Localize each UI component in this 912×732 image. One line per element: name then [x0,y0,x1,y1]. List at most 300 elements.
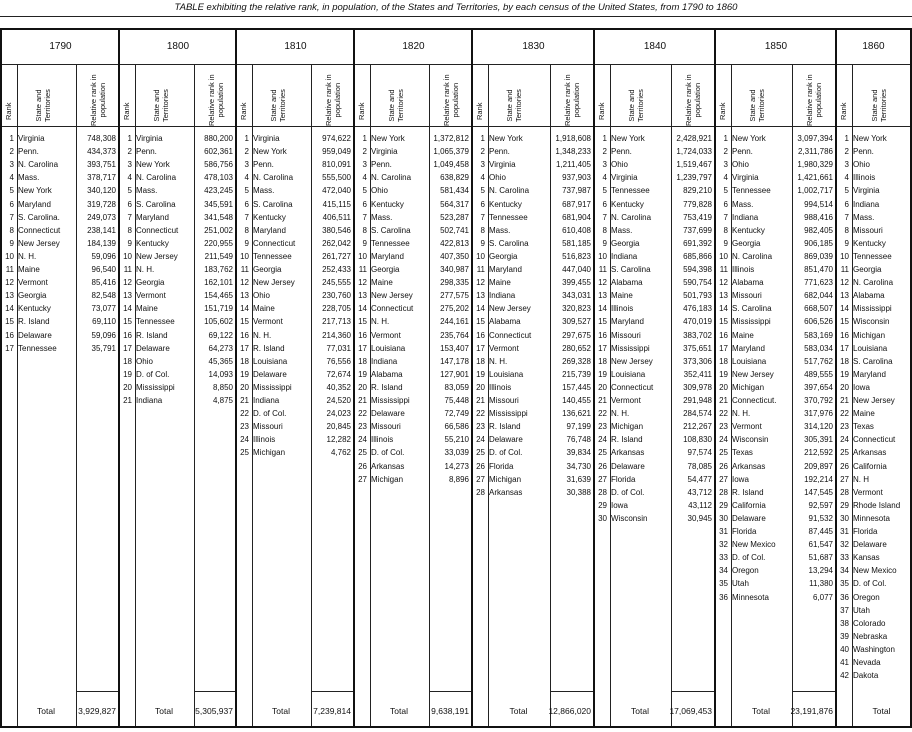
population-value: 69,110 [92,317,116,327]
population-value: 343,031 [562,291,591,301]
table-row [2,224,119,237]
state-name: D. of Col. [136,369,170,379]
state-name: Virginia [18,134,45,143]
table-row [473,263,594,276]
state-name: Delaware [732,513,766,523]
population-value: 407,350 [440,251,469,261]
rank-number: 12 [476,278,485,288]
population-value: 261,727 [322,251,351,261]
state-name: Kentucky [136,238,169,248]
table-row [716,499,836,512]
table-row [2,211,119,224]
table-row [120,342,236,355]
state-name: Maine [136,304,158,314]
table-row [473,381,594,394]
rank-number: 11 [598,265,607,274]
table-row [716,158,836,171]
state-name: S. Carolina [853,356,893,366]
table-row [716,591,836,604]
table-row [837,237,910,250]
state-name: Mississippi [489,409,528,419]
rank-number: 19 [476,369,485,379]
state-name: Connecticut [371,304,414,314]
population-value: 43,112 [688,500,712,510]
rank-number: 10 [598,251,607,261]
table-row [355,158,472,171]
state-name: Vermont [371,330,401,340]
rank-number: 10 [476,251,485,261]
rank-number: 14 [719,304,728,314]
table-row [355,224,472,237]
population-value: 581,434 [440,186,469,196]
table-row [837,656,910,669]
census-year: 1850 [716,30,836,65]
rank-number: 12 [598,278,607,288]
table-row [120,145,236,158]
census-year: 1840 [595,30,715,65]
state-name: Missouri [611,330,641,340]
table-row [595,486,715,499]
rank-number: 14 [598,304,607,314]
rank-header [598,102,607,120]
state-name: Maine [853,409,875,419]
total-value: 17,069,453 [669,706,712,716]
population-value: 64,273 [208,343,233,353]
rank-number: 13 [240,291,249,301]
state-name: Mass. [732,199,754,209]
rank-number: 3 [362,160,367,170]
rank-number: 22 [476,409,485,419]
table-row [120,237,236,250]
population-value: 34,730 [566,461,591,471]
population-value: 779,828 [683,199,712,209]
rank-number: 20 [598,382,607,392]
state-header-line2: Territories [878,89,888,122]
relative-header-line1: Relative rank in [805,74,814,126]
rank-number: 8 [244,225,249,235]
state-name: N. Carolina [371,173,412,183]
rank-number: 21 [240,396,249,405]
population-value: 61,547 [808,540,833,550]
table-row [355,407,472,420]
state-name: Mississippi [853,304,892,314]
total-value: 23,191,876 [790,706,833,716]
table-row [2,263,119,276]
rank-number: 42 [840,671,849,681]
state-name: Missouri [371,422,401,432]
population-value: 11,380 [809,579,833,589]
state-name: Illinois [611,304,634,314]
population-value: 345,591 [204,199,233,209]
rank-number: 15 [598,317,607,327]
state-name: Wisconsin [853,317,890,327]
relative-header-line2: population [332,82,342,118]
population-value: 54,477 [687,474,712,484]
table-row [355,446,472,459]
rank-number: 17 [240,343,249,353]
state-name: Indiana [489,291,516,301]
population-value: 140,455 [562,396,591,405]
population-value: 12,282 [326,435,351,445]
state-header-line2: Territories [635,89,645,122]
rank-number: 30 [598,513,607,523]
state-name: Maryland [253,225,286,235]
table-row [716,460,836,473]
rank-number: 10 [719,251,728,261]
rank-number: 23 [240,422,249,432]
table-row [473,198,594,211]
rank-number: 9 [602,238,607,248]
table-row [473,355,594,368]
population-value: 212,267 [683,422,712,432]
rank-number: 9 [127,238,132,248]
rank-number: 11 [476,265,485,274]
table-row [355,184,472,197]
table-row [237,224,354,237]
state-name: Vermont [732,422,762,432]
table-row [2,237,119,250]
state-name: Ohio [371,186,388,196]
census-column-1860 [835,28,912,728]
table-row [237,276,354,289]
state-header [35,89,52,122]
rank-number: 20 [123,382,132,392]
table-row [837,263,910,276]
population-value: 317,976 [804,409,833,419]
rank-header [240,102,249,120]
rank-number: 9 [9,238,14,248]
population-value: 136,621 [562,409,591,419]
table-row [2,145,119,158]
population-value: 30,388 [566,487,591,497]
state-name: Indiana [371,356,398,366]
rank-number: 13 [598,291,607,301]
rank-number: 40 [840,644,849,654]
population-value: 33,039 [444,448,469,458]
table-row [473,184,594,197]
census-column-1820 [353,28,472,728]
total-label: Total [390,706,408,716]
state-name: Minnesota [853,513,890,523]
population-value: 43,712 [687,487,712,497]
table-row [355,329,472,342]
population-value: 2,428,921 [676,134,712,143]
population-value: 1,372,812 [433,134,469,143]
rank-number: 13 [123,291,132,301]
table-row [237,420,354,433]
rank-header-text: Rank [475,102,484,120]
state-name: Illinois [853,173,876,183]
table-row [595,250,715,263]
population-value: 610,408 [562,225,591,235]
rank-number: 21 [598,396,607,405]
table-row [237,407,354,420]
population-value: 1,211,405 [556,160,591,170]
population-value: 297,675 [562,330,591,340]
rank-number: 8 [723,225,728,235]
table-row [837,499,910,512]
state-name: Kentucky [18,304,51,314]
rank-number: 7 [127,212,132,222]
table-row [716,329,836,342]
table-row [595,224,715,237]
census-column-1850 [714,28,836,728]
table-row [716,538,836,551]
table-row [837,525,910,538]
state-name: S. Carolina [136,199,176,209]
state-name: Georgia [18,291,47,301]
state-name: R. Island [136,330,168,340]
table-row [355,250,472,263]
state-name: R. Island [732,487,764,497]
rank-number: 7 [602,212,607,222]
state-header-line2: Territories [513,89,523,122]
population-value: 151,719 [204,304,233,314]
rank-number: 20 [476,382,485,392]
table-row [2,171,119,184]
table-row [837,329,910,342]
population-value: 6,077 [812,592,833,602]
table-row [716,512,836,525]
table-row [237,211,354,224]
census-year: 1810 [237,30,354,65]
state-name: S. Carolina [732,304,772,314]
table-row [473,158,594,171]
population-value: 192,214 [804,474,833,484]
table-row [595,184,715,197]
state-header-line1: State and [152,89,161,122]
state-name: New Jersey [853,396,895,405]
rank-number: 11 [719,265,728,274]
rank-number: 34 [840,566,849,576]
rank-number: 7 [844,212,849,222]
population-value: 72,749 [444,409,469,419]
rank-number: 15 [240,317,249,327]
rank-number: 22 [719,409,728,419]
total-label: Total [509,706,528,716]
rank-number: 18 [240,356,249,366]
state-name: R. Island [611,435,643,445]
state-name: S. Carolina. [18,212,60,222]
table-row [2,158,119,171]
table-row [837,617,910,630]
table-row [595,433,715,446]
state-name: S. Carolina [371,225,411,235]
rank-number: 16 [5,330,14,340]
rank-number: 14 [123,304,132,314]
rank-number: 4 [9,173,14,183]
state-name: Delaware [489,435,523,445]
table-row [716,342,836,355]
relative-rank-header [443,74,460,126]
state-name: N. H. [732,409,751,419]
table-row [237,394,354,407]
table-row [2,302,119,315]
table-row [120,394,236,407]
state-name: Delaware [253,369,287,379]
population-value: 262,042 [322,238,351,248]
rank-number: 8 [844,225,849,235]
table-row [355,355,472,368]
state-name: Indiana [611,251,638,261]
rank-number: 12 [719,278,728,288]
state-name: Texas [732,448,753,458]
population-value: 906,185 [804,238,833,248]
state-name: Vermont [611,396,641,405]
rank-number: 3 [480,160,485,170]
rank-number: 22 [358,409,367,419]
state-name: Indiana [253,396,280,405]
state-name: Delaware [18,330,52,340]
state-name: Dakota [853,671,879,681]
total-label: Total [155,706,173,716]
state-name: Ohio [732,160,749,170]
population-value: 586,756 [204,160,233,170]
state-name: Kentucky [371,199,404,209]
state-name: D. of Col. [611,487,645,497]
population-value: 594,398 [683,265,712,274]
population-value: 8,850 [212,382,233,392]
state-name: Mass. [853,212,875,222]
table-row [355,394,472,407]
population-value: 583,034 [804,343,833,353]
rank-number: 4 [844,173,849,183]
population-value: 399,455 [562,278,591,288]
table-row [355,420,472,433]
rank-number: 5 [127,186,132,196]
state-name: Tennessee [853,251,892,261]
state-name: Maryland [611,317,644,327]
rank-number: 31 [719,527,728,536]
population-value: 277,575 [440,291,469,301]
rank-number: 20 [840,382,849,392]
state-name: Maryland [732,343,765,353]
state-name: Virginia [732,173,759,183]
population-value: 423,245 [204,186,233,196]
rank-number: 12 [358,278,367,288]
population-value: 810,091 [322,160,351,170]
relative-header-line1: Relative rank in [442,74,451,126]
relative-rank-header [90,74,107,126]
population-value: 96,540 [91,265,116,274]
state-header-line1: State and [748,89,757,122]
census-column-1790 [0,28,119,728]
state-name: Alabama [732,278,764,288]
rank-number: 6 [723,199,728,209]
population-value: 352,411 [683,369,712,379]
state-name: Penn. [732,147,753,157]
table-row [237,145,354,158]
state-name: Mississippi [371,396,410,405]
rank-number: 3 [602,160,607,170]
state-name: R. Island [489,422,521,432]
table-row [473,276,594,289]
rank-number: 3 [723,160,728,170]
state-name: Virginia [136,134,163,143]
rank-number: 26 [358,461,367,471]
table-row [716,211,836,224]
population-value: 13,294 [808,566,833,576]
state-name: N. Carolina [732,251,773,261]
state-name: Vermont [136,291,166,301]
table-row [716,263,836,276]
table-row [2,184,119,197]
rank-number: 6 [127,199,132,209]
population-value: 638,829 [440,173,469,183]
state-header [749,89,766,122]
population-value: 87,445 [808,527,833,536]
table-row [355,132,472,145]
table-row [716,525,836,538]
table-row [237,368,354,381]
table-row [595,263,715,276]
table-row [837,446,910,459]
rank-number: 26 [476,461,485,471]
table-row [120,263,236,276]
population-value: 3,097,394 [797,134,833,143]
rank-number: 4 [127,173,132,183]
rank-number: 13 [476,291,485,301]
population-value: 1,239,797 [676,173,712,183]
table-row [837,368,910,381]
state-name: Illinois [253,435,276,445]
population-value: 748,308 [87,134,116,143]
table-row [837,381,910,394]
table-row [120,198,236,211]
state-name: Indiana [732,212,759,222]
state-name: N. Carolina [253,173,294,183]
state-name: Maine [732,330,754,340]
census-column-1800 [118,28,236,728]
state-name: Nevada [853,658,881,667]
population-value: 523,287 [440,212,469,222]
rank-number: 15 [476,317,485,327]
state-header-line1: State and [34,89,43,122]
table-row [237,171,354,184]
state-name: N. Carolina [18,160,59,170]
state-name: Iowa [611,500,628,510]
rank-number: 16 [719,330,728,340]
rank-number: 8 [602,225,607,235]
rank-number: 2 [480,147,485,157]
state-name: Oregon [732,566,759,576]
rank-number: 29 [598,500,607,510]
table-row [473,420,594,433]
rank-number: 11 [5,265,14,274]
population-value: 687,917 [562,199,591,209]
state-name: New York [853,134,887,143]
rank-number: 10 [240,251,249,261]
population-value: 269,328 [562,356,591,366]
rank-header [840,102,849,120]
population-value: 517,762 [804,356,833,366]
rank-number: 11 [358,265,367,274]
state-name: N. H. [371,317,390,327]
rank-number: 2 [362,147,367,157]
rank-number: 19 [123,369,132,379]
population-value: 220,955 [204,238,233,248]
state-name: Arkansas [489,487,523,497]
population-value: 489,555 [804,369,833,379]
rank-number: 24 [598,435,607,445]
table-row [473,132,594,145]
state-name: Louisiana [853,343,888,353]
table-row [2,289,119,302]
state-name: Mississippi [611,343,650,353]
rank-number: 29 [840,500,849,510]
population-value: 1,519,467 [676,160,712,170]
relative-rank-header [564,74,581,126]
